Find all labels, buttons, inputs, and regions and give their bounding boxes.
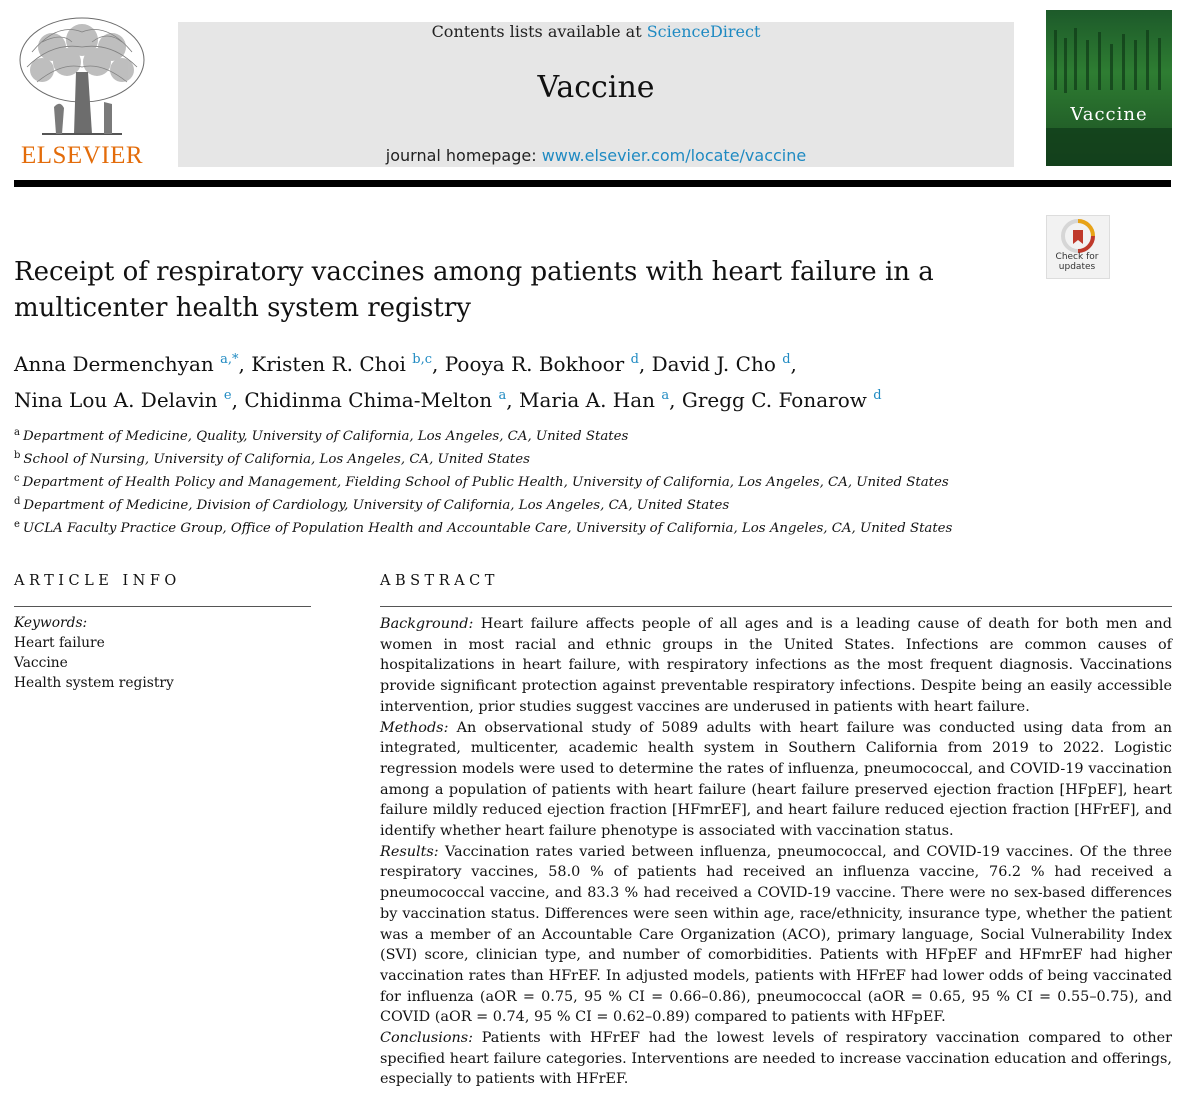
keywords-section <box>14 613 304 693</box>
abstract-results <box>380 842 1172 1028</box>
tree-icon <box>12 12 152 142</box>
abstract-heading: ABSTRACT <box>380 573 499 589</box>
author-name[interactable]: Pooya R. Bokhoor <box>444 352 625 376</box>
author-name[interactable]: Gregg C. Fonarow <box>681 388 867 412</box>
author-name[interactable]: David J. Cho <box>651 352 776 376</box>
sciencedirect-link[interactable]: ScienceDirect <box>646 22 761 41</box>
check-updates-label: Check for updates <box>1055 252 1099 272</box>
article-info-rule <box>14 606 311 607</box>
affiliation-mark: e <box>14 519 20 530</box>
contents-line <box>178 22 1014 41</box>
background-text: Heart failure affects people of all ages and is a leading cause of death for both men and women in most racial and ethnic groups in the United States. Infections are common causes of hospitalizations in heart failure, with respiratory infections as the most frequent diagnosis. Vaccinations provide significant protection against preventable respiratory infections. Despite being an easily accessible intervention, prior studies suggest vaccines are underused in patients with heart failure. <box>380 616 1172 715</box>
author-list <box>14 344 1164 416</box>
authors-line-2: Nina Lou A. Delavin $^e$, Chidinma Chima-Melton $^a$, Maria A. Han $^a$, Gregg C. Fonarow $^d$ <box>14 388 882 412</box>
abstract-body <box>380 614 1172 1090</box>
methods-text: An observational study of 5089 adults with heart failure was conducted using data from an integrated, multicenter, academic health system in Southern California from 2019 to 2022. Logistic regression models were used to determine the rates of influenza, pneumococcal, and COVID-19 vaccination among a population of patients with heart failure (heart failure preserved ejection fraction [HFpEF], heart failure mildly reduced ejection fraction [HFmrEF], and heart failure reduced ejection fraction [HFrEF], and identify whether heart failure phenotype is associated with vaccination status. <box>380 719 1173 840</box>
affiliation-list <box>14 423 1164 538</box>
keyword: Heart failure <box>14 635 105 651</box>
author-name[interactable]: Maria A. Han <box>518 388 656 412</box>
homepage-link[interactable]: www.elsevier.com/locate/vaccine <box>541 146 807 165</box>
author-affil-marks[interactable]: a <box>498 388 507 403</box>
affiliation <box>14 423 1164 446</box>
affiliation-text: UCLA Faculty Practice Group, Office of Population Health and Accountable Care, University of California, Los Angeles, CA, United States <box>22 521 953 536</box>
affiliation-mark: a <box>14 427 20 438</box>
affiliation <box>14 492 1164 515</box>
affiliation-text: Department of Health Policy and Management, Fielding School of Public Health, University of California, Los Angeles, CA, United States <box>22 475 949 490</box>
author-affil-marks[interactable]: b,c <box>412 352 433 367</box>
homepage-line <box>178 146 1014 165</box>
affiliation-text: Department of Medicine, Division of Cardiology, University of California, Los Angeles, CA, United States <box>23 498 730 513</box>
author-affil-marks[interactable]: e <box>223 388 232 403</box>
article-info-heading: ARTICLE INFO <box>14 573 181 589</box>
background-label: Background: <box>380 616 474 632</box>
journal-cover-image[interactable] <box>1046 10 1172 166</box>
affiliation-mark: b <box>14 450 21 461</box>
author-name[interactable]: Anna Dermenchyan <box>14 352 214 376</box>
author-affil-marks[interactable]: d <box>782 352 791 367</box>
results-label: Results: <box>380 843 439 860</box>
methods-label: Methods: <box>380 719 449 736</box>
affiliation <box>14 469 1164 492</box>
abstract-methods <box>380 718 1172 842</box>
keyword: Health system registry <box>14 675 174 691</box>
affiliation-mark: d <box>14 496 21 507</box>
conclusions-text: Patients with HFrEF had the lowest levels of respiratory vaccination compared to other specified heart failure categories. Interventions are needed to increase vaccination education and offerings, especially to patients with HFrEF. <box>380 1030 1172 1088</box>
abstract-background <box>380 614 1172 718</box>
affiliation-text: Department of Medicine, Quality, University of California, Los Angeles, CA, United States <box>22 429 629 444</box>
author-affil-marks[interactable]: a,* <box>220 352 239 367</box>
contents-prefix: Contents lists available at <box>431 22 642 41</box>
article-title <box>14 254 1024 326</box>
abstract-conclusions <box>380 1028 1172 1090</box>
cover-figures-icon <box>1046 10 1172 166</box>
journal-name: Vaccine <box>537 70 655 105</box>
check-updates-icon <box>1047 216 1109 256</box>
author-affil-marks[interactable]: d <box>630 352 639 367</box>
abstract-rule <box>380 606 1172 607</box>
author-name[interactable]: Kristen R. Choi <box>251 352 406 376</box>
keywords-label: Keywords: <box>14 615 88 631</box>
author-affil-marks[interactable]: a <box>661 388 670 403</box>
affiliation <box>14 515 1164 538</box>
author-affil-marks[interactable]: d <box>873 388 882 403</box>
author-name[interactable]: Nina Lou A. Delavin <box>14 388 218 412</box>
header-rule <box>14 180 1171 187</box>
author-name[interactable]: Chidinma Chima-Melton <box>244 388 493 412</box>
authors-line-1: Anna Dermenchyan $^{a,*}$, Kristen R. Choi $^{b,c}$, Pooya R. Bokhoor $^d$, David J. Cho $^d$, <box>14 352 797 376</box>
title-line-2: multicenter health system registry <box>14 293 471 323</box>
conclusions-label: Conclusions: <box>380 1030 474 1047</box>
homepage-prefix: journal homepage: <box>385 146 537 165</box>
results-text: Vaccination rates varied between influenza, pneumococcal, and COVID-19 vaccines. Of the three respiratory vaccines, 58.0 % of patients had received an influenza vaccine, 76.2 % had received a pneumococcal vaccine, and 83.3 % had received a COVID-19 vaccine. There were no sex-based differences by vaccination status. Differences were seen within age, race/ethnicity, insurance type, whether the patient was a member of an Accountable Care Organization (ACO), primary language, Social Vulnerability Index (SVI) score, clinician type, and number of comorbidities. Patients with HFpEF and HFmrEF had higher vaccination rates than HFrEF. In adjusted models, patients with HFrEF had lower odds of being vaccinated for influenza (aOR = 0.75, 95 % CI = 0.66–0.86), pneumococcal (aOR = 0.65, 95 % CI = 0.55–0.75), and COVID (aOR = 0.74, 95 % CI = 0.62–0.89) compared to patients with HFpEF. <box>380 843 1172 1026</box>
title-line-1: Receipt of respiratory vaccines among patients with heart failure in a <box>14 257 934 287</box>
cover-title: Vaccine <box>1070 104 1148 125</box>
affiliation <box>14 446 1164 469</box>
keyword: Vaccine <box>14 655 68 671</box>
affiliation-text: School of Nursing, University of California, Los Angeles, CA, United States <box>23 452 530 467</box>
affiliation-mark: c <box>14 473 20 484</box>
publisher-logo-text: ELSEVIER <box>20 142 144 169</box>
